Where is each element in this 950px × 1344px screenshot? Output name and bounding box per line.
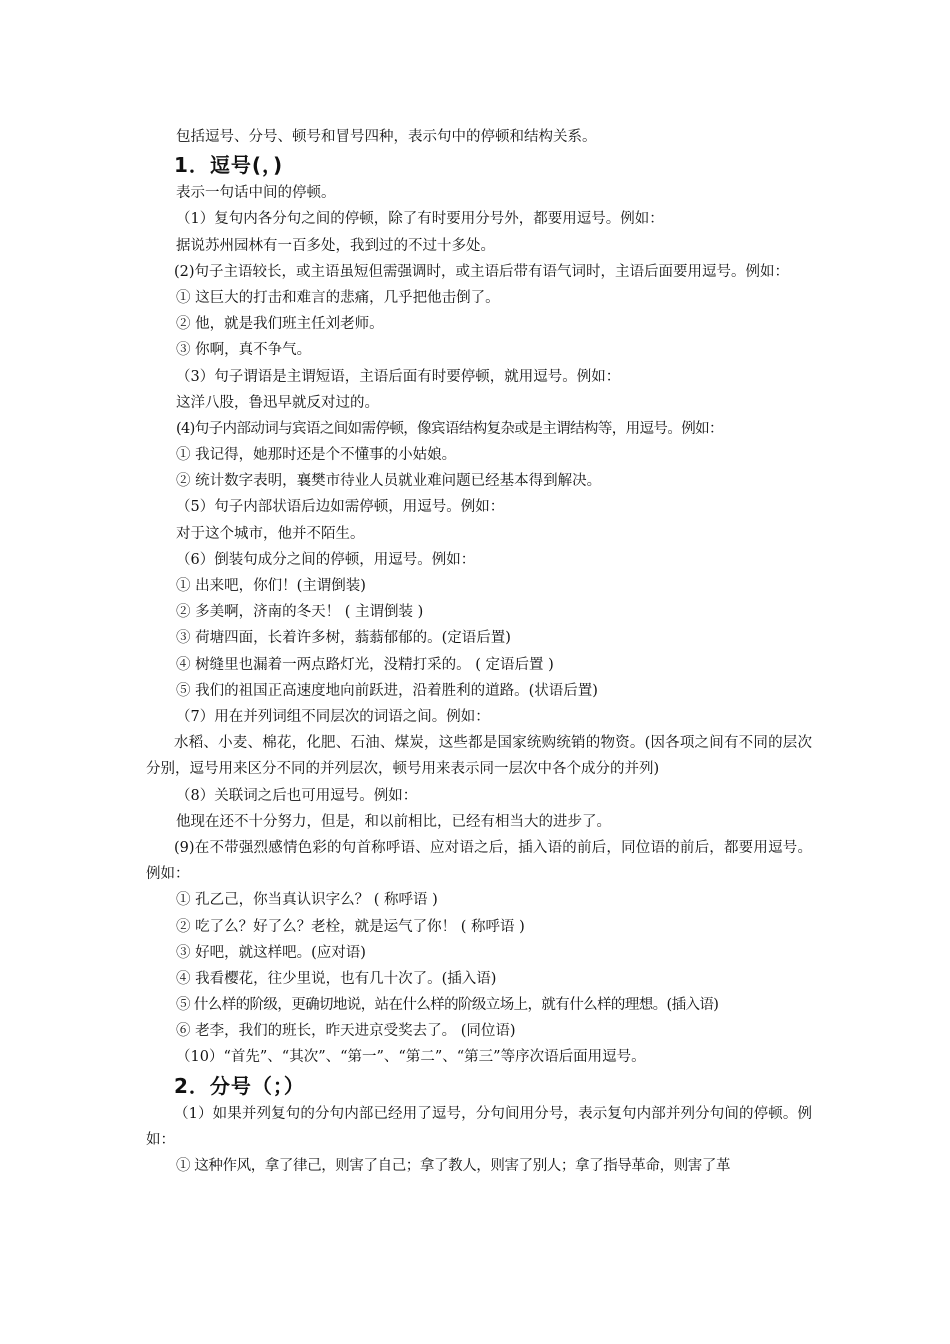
example-line: ① 这巨大的打击和难言的悲痛，几乎把他击倒了。 xyxy=(176,289,500,306)
example-line: ② 统计数字表明，襄樊市待业人员就业难问题已经基本得到解决。 xyxy=(176,473,602,490)
example-line: ① 孔乙己，你当真认识字么？ ( 称呼语 ) xyxy=(176,892,438,909)
example-line: 这洋八股，鲁迅早就反对过的。 xyxy=(176,394,379,411)
example-line: ② 多美啊，济南的冬天！ ( 主谓倒装 ) xyxy=(176,604,424,621)
rule-7: （7）用在并列词组不同层次的词语之间。例如： xyxy=(176,708,490,725)
intro-text: 包括逗号、分号、顿号和冒号四种，表示句中的停顿和结构关系。 xyxy=(176,129,597,145)
example-line: 据说苏州园林有一百多处，我到过的不过十多处。 xyxy=(176,237,495,254)
example-line: ⑥ 老李，我们的班长，昨天进京受奖去了。 (同位语) xyxy=(176,1023,516,1040)
rule-8: （8）关联词之后也可用逗号。例如： xyxy=(176,787,418,804)
section-heading-semicolon: 2．分号（；） xyxy=(174,1073,305,1098)
section-desc: 表示一句话中间的停顿。 xyxy=(176,185,336,202)
rule-4: (4)句子内部动词与宾语之间如需停顿，像宾语结构复杂或是主谓结构等，用逗号。例如： xyxy=(176,420,723,437)
example-line: 他现在还不十分努力，但是，和以前相比，已经有相当大的进步了。 xyxy=(176,813,611,830)
rule-6: （6）倒装句成分之间的停顿，用逗号。例如： xyxy=(176,551,476,568)
example-line: ④ 我看樱花，往少里说，也有几十次了。(插入语) xyxy=(176,970,497,987)
document-page xyxy=(146,124,812,1179)
rule-1: （1）复句内各分句之间的停顿，除了有时要用分号外，都要用逗号。例如： xyxy=(176,211,664,228)
example-line: ③ 好吧，就这样吧。(应对语) xyxy=(176,944,366,961)
rule-1-semicolon: （1）如果并列复句的分句内部已经用了逗号，分句间用分号，表示复句内部并列分句间的停顿。例如： xyxy=(146,1105,812,1148)
example-line: ① 出来吧，你们！(主谓倒装) xyxy=(176,578,366,595)
example-line: ① 我记得，她那时还是个不懂事的小姑娘。 xyxy=(176,447,457,464)
section-heading-comma: 1．逗号(，) xyxy=(174,153,284,178)
example-line: 对于这个城市，他并不陌生。 xyxy=(176,525,365,542)
example-line: ③ 你啊，真不争气。 xyxy=(176,342,312,359)
example-line: ② 吃了么？好了么？老栓，就是运气了你！ ( 称呼语 ) xyxy=(176,918,525,935)
rule-3: （3）句子谓语是主谓短语，主语后面有时要停顿，就用逗号。例如： xyxy=(176,368,621,385)
rule-5: （5）句子内部状语后边如需停顿，用逗号。例如： xyxy=(176,499,505,516)
example-line: ⑤ 我们的祖国正高速度地向前跃进，沿着胜利的道路。(状语后置) xyxy=(176,682,598,699)
example-line: ① 这种作风，拿了律己，则害了自己；拿了教人，则害了别人；拿了指导革命，则害了革 xyxy=(176,1158,731,1175)
example-line: ② 他，就是我们班主任刘老师。 xyxy=(176,316,384,333)
rule-9: (9)在不带强烈感情色彩的句首称呼语、应对语之后，插入语的前后，同位语的前后，都要用逗号。例如： xyxy=(146,839,812,883)
rule-10: （10）“首先”、“其次”、“第一”、“第二”、“第三”等序次语后面用逗号。 xyxy=(176,1049,646,1066)
example-line: ⑤ 什么样的阶级，更确切地说，站在什么样的阶级立场上，就有什么样的理想。(插入语) xyxy=(176,997,719,1014)
example-line: ④ 树缝里也漏着一两点路灯光，没精打采的。 ( 定语后置 ) xyxy=(176,656,554,673)
rule-2: (2)句子主语较长，或主语虽短但需强调时，或主语后带有语气词时，主语后面要用逗号。例如： xyxy=(174,263,790,280)
example-line: ③ 荷塘四面，长着许多树，蓊蓊郁郁的。(定语后置) xyxy=(176,630,511,647)
example-paragraph: 水稻、小麦、棉花，化肥、石油、煤炭，这些都是国家统购统销的物资。(因各项之间有不同的层次分别，逗号用来区分不同的并列层次，顿号用来表示同一层次中各个成分的并列) xyxy=(146,735,812,778)
